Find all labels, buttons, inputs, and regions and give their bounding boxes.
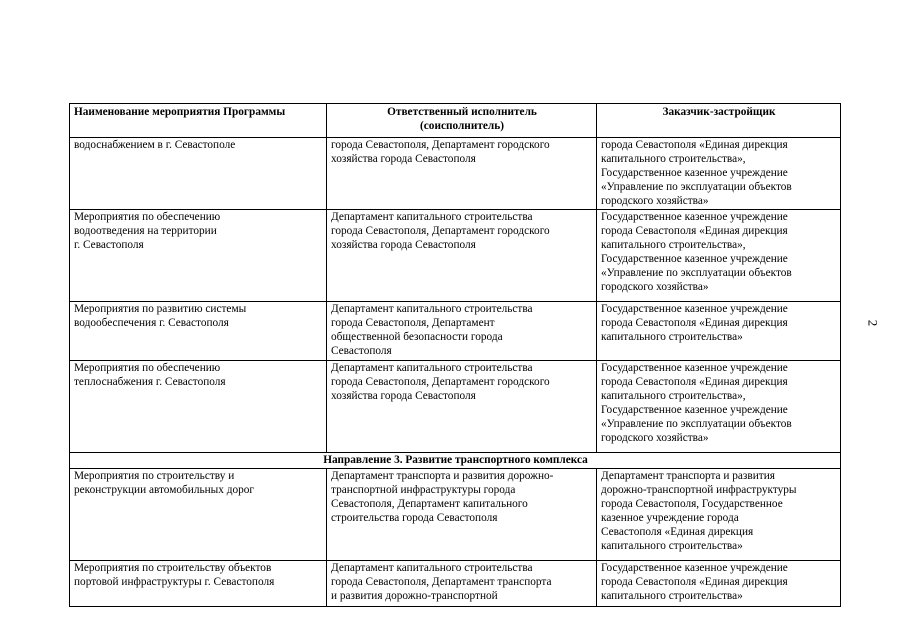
cell-customer xyxy=(597,302,841,361)
cell-line: водоотведения на территории xyxy=(74,225,217,237)
table-row xyxy=(70,210,841,302)
cell-line: города Севастополя, Департамент городского xyxy=(331,376,550,388)
cell-line: города Севастополя, Департамент xyxy=(331,317,495,329)
cell-line: строительства города Севастополя xyxy=(331,512,498,524)
table-row xyxy=(70,561,841,607)
cell-line: Государственное казенное учреждение xyxy=(601,211,788,223)
cell-line: Государственное казенное учреждение xyxy=(601,303,788,315)
header-measure-name: Наименование мероприятия Программы xyxy=(70,104,327,138)
cell-executor xyxy=(327,561,597,607)
cell-line: города Севастополя «Единая дирекция xyxy=(601,139,788,151)
cell-line: городского хозяйства» xyxy=(601,195,709,207)
header-responsible-line: Ответственный исполнитель xyxy=(387,106,537,118)
cell-line: г. Севастополя xyxy=(74,239,144,251)
cell-line: транспортной инфраструктуры города xyxy=(331,484,516,496)
cell-customer xyxy=(597,138,841,210)
cell-line: Мероприятия по строительству объектов xyxy=(74,562,272,574)
cell-line: водоснабжением в г. Севастополе xyxy=(74,139,236,151)
cell-line: дорожно-транспортной инфраструктуры xyxy=(601,484,797,496)
cell-executor xyxy=(327,469,597,561)
cell-line: Мероприятия по обеспечению xyxy=(74,211,221,223)
table-row xyxy=(70,361,841,453)
cell-customer xyxy=(597,361,841,453)
cell-line: городского хозяйства» xyxy=(601,432,709,444)
cell-line: общественной безопасности города xyxy=(331,331,503,343)
cell-line: капитального строительства», xyxy=(601,239,746,251)
cell-line: Мероприятия по обеспечению xyxy=(74,362,221,374)
cell-line: города Севастополя, Государственное xyxy=(601,498,783,510)
cell-line: Государственное казенное учреждение xyxy=(601,167,788,179)
cell-line: Севастополя xyxy=(331,345,392,357)
cell-line: капитального строительства», xyxy=(601,390,746,402)
table-row xyxy=(70,138,841,210)
cell-line: «Управление по эксплуатации объектов xyxy=(601,267,792,279)
cell-executor xyxy=(327,138,597,210)
cell-line: теплоснабжения г. Севастополя xyxy=(74,376,226,388)
cell-line: казенное учреждение города xyxy=(601,512,739,524)
cell-measure xyxy=(70,469,327,561)
cell-measure xyxy=(70,561,327,607)
cell-customer xyxy=(597,561,841,607)
cell-line: Департамент капитального строительства xyxy=(331,211,533,223)
cell-line: капитального строительства» xyxy=(601,331,743,343)
cell-measure xyxy=(70,210,327,302)
cell-line: городского хозяйства» xyxy=(601,281,709,293)
cell-executor xyxy=(327,302,597,361)
cell-line: Севастополя, Департамент капитального xyxy=(331,498,528,510)
cell-line: Департамент капитального строительства xyxy=(331,362,533,374)
cell-line: портовой инфраструктуры г. Севастополя xyxy=(74,576,275,588)
cell-line: Департамент капитального строительства xyxy=(331,562,533,574)
cell-line: капитального строительства», xyxy=(601,153,746,165)
cell-executor xyxy=(327,361,597,453)
cell-line: города Севастополя «Единая дирекция xyxy=(601,576,788,588)
cell-measure xyxy=(70,138,327,210)
cell-line: и развития дорожно-транспортной xyxy=(331,590,498,602)
cell-line: города Севастополя, Департамент транспорта xyxy=(331,576,552,588)
cell-line: города Севастополя «Единая дирекция xyxy=(601,225,788,237)
header-co-executor-line: (соисполнитель) xyxy=(420,120,504,132)
cell-line: Государственное казенное учреждение xyxy=(601,253,788,265)
header-responsible-executor xyxy=(327,104,597,138)
cell-line: хозяйства города Севастополя xyxy=(331,153,476,165)
cell-line: Департамент транспорта и развития дорожно- xyxy=(331,470,554,482)
cell-line: Департамент транспорта и развития xyxy=(601,470,775,482)
cell-line: «Управление по эксплуатации объектов xyxy=(601,181,792,193)
cell-line: «Управление по эксплуатации объектов xyxy=(601,418,792,430)
cell-line: города Севастополя, Департамент городского xyxy=(331,225,550,237)
cell-line: Мероприятия по развитию системы xyxy=(74,303,247,315)
table-row xyxy=(70,469,841,561)
cell-line: города Севастополя «Единая дирекция xyxy=(601,376,788,388)
cell-line: города Севастополя «Единая дирекция xyxy=(601,317,788,329)
program-measures-table xyxy=(69,103,841,607)
section-heading-row xyxy=(70,453,841,469)
cell-customer xyxy=(597,210,841,302)
cell-line: Государственное казенное учреждение xyxy=(601,562,788,574)
section-heading: Направление 3. Развитие транспортного комплекса xyxy=(70,453,841,469)
cell-measure xyxy=(70,361,327,453)
page-number: 2 xyxy=(865,319,881,327)
header-customer-developer: Заказчик-застройщик xyxy=(597,104,841,138)
cell-line: Мероприятия по строительству и xyxy=(74,470,235,482)
cell-line: хозяйства города Севастополя xyxy=(331,239,476,251)
cell-line: капитального строительства» xyxy=(601,590,743,602)
cell-line: Государственное казенное учреждение xyxy=(601,404,788,416)
cell-executor xyxy=(327,210,597,302)
cell-line: реконструкции автомобильных дорог xyxy=(74,484,255,496)
cell-line: капитального строительства» xyxy=(601,540,743,552)
table-header-row xyxy=(70,104,841,138)
cell-line: хозяйства города Севастополя xyxy=(331,390,476,402)
cell-line: города Севастополя, Департамент городского xyxy=(331,139,550,151)
cell-measure xyxy=(70,302,327,361)
table-row xyxy=(70,302,841,361)
cell-line: Государственное казенное учреждение xyxy=(601,362,788,374)
cell-customer xyxy=(597,469,841,561)
cell-line: водообеспечения г. Севастополя xyxy=(74,317,229,329)
cell-line: Департамент капитального строительства xyxy=(331,303,533,315)
cell-line: Севастополя «Единая дирекция xyxy=(601,526,754,538)
